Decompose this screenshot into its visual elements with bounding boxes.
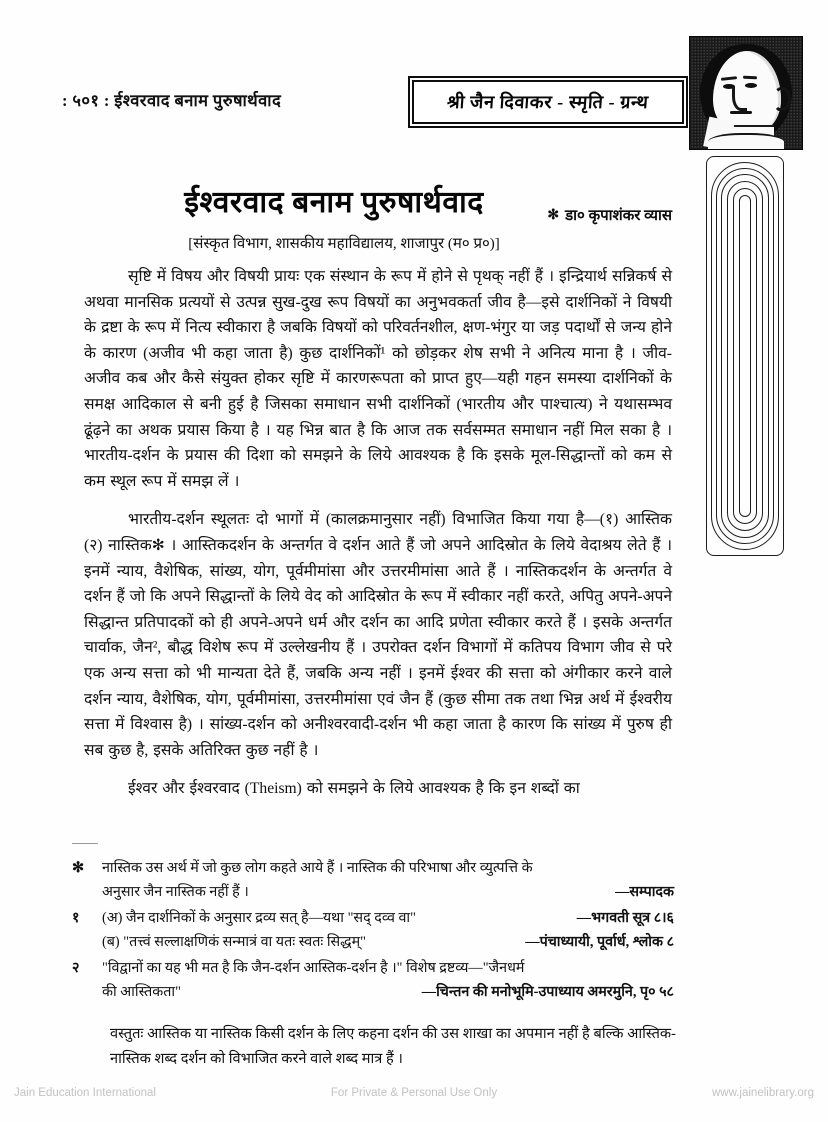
footnote-body [102,856,674,904]
footnote-item [70,956,674,1004]
footnote-marker: १ [72,910,80,926]
footnote-item [70,906,674,954]
footnote-body [102,956,674,1004]
author-name: डा० कृपाशंकर व्यास [565,208,672,224]
footnote-text: नास्तिक उस अर्थ में जो कुछ लोग कहते आये हैं । नास्तिक की परिभाषा और व्युत्पत्ति के [102,860,533,876]
footnote-citation: —चिन्तन की मनोभूमि-उपाध्याय अमरमुनि, पृ० ५८ [421,984,674,1000]
footnote-attribution: —सम्पादक [615,884,674,900]
footnote-citation: —भगवती सूत्र ८।६ [576,910,674,926]
paragraph: ईश्वर और ईश्वरवाद (Theism) को समझने के लिये आवश्यक है कि इन शब्दों का [128,780,580,798]
portrait-shoulder [708,133,784,150]
body-text-column [84,264,672,812]
footnote-text-line [102,906,674,930]
footnote-citation: —पंचाध्यायी, पूर्वार्ध, श्लोक ८ [525,934,674,950]
footnote-body [102,906,674,954]
paragraph: भारतीय-दर्शन स्थूलतः दो भागों में (कालक्रमानुसार नहीं) विभाजित किया गया है—(१) आस्तिक (२) नास्तिक✻ । आस्तिकदर्शन के अन्तर्गत वे दर्शन आते हैं जो अपने आदिस्रोत के लिये वेदाश्रय लेते हैं । इनमें न्याय, वैशेषिक, सांख्य, योग, पूर्वमीमांसा और उत्तरमीमांसा आते हैं । नास्तिकदर्शन के अन्तर्गत वे दर्शन हैं जो कि अपने सिद्धान्तों के लिये वेद को आदिस्रोत के रूप में स्वीकार नहीं करते, अपितु अपने-अपने सिद्धान्त प्रतिपादकों को ही अपने-अपने धर्म और दर्शन का आदि प्रणेता स्वीकार करते हैं । इसके अन्तर्गत चार्वाक, जैन², बौद्ध विशेष रूप में उल्लेखनीय हैं । उपरोक्त दर्शन विभागों में कतिपय विभाग जीव से परे एक अन्य सत्ता को भी मान्यता देते हैं, जबकि अन्य नहीं । इनमें ईश्वर की सत्ता को अंगीकार करने वाले दर्शन न्याय, वैशेषिक, योग, पूर्वमीमांसा, उत्तरमीमांसा एवं जैन हैं (कुछ सीमा तक तथा भिन्न अर्थ में ईश्वरीय सत्ता में विश्वास है) । सांख्य-दर्शन को अनीश्वरवादी-दर्शन भी कहा जाता है कारण कि सांख्य में पुरुष ही सब कुछ है, इसके अतिरिक्त कुछ नहीं है । [84,511,672,759]
footnote-text: (अ) जैन दार्शनिकों के अनुसार द्रव्य सत् है—यथा "सद् दव्व वा" [102,910,416,926]
footnote-item [70,856,674,904]
page-footer [0,1082,828,1104]
running-head: : ५०१ : ईश्वरवाद बनाम पुरुषार्थवाद [62,91,282,110]
paragraph: सृष्टि में विषय और विषयी प्रायः एक संस्थान के रूप में होने से पृथक् नहीं हैं । इन्द्रियार्थ सन्निकर्ष से अथवा मानसिक प्रत्ययों से उत्पन्न सुख-दुख रूप विषयों का अनुभवकर्ता जीव है—इसे दार्शनिकों ने विषयी के द्रष्टा के रूप में नित्य स्वीकारा है जबकि विषयों को परिवर्तनशील, क्षण-भंगुर या जड़ पदार्थों से जन्य होने के कारण (अजीव भी कहा जाता है) कुछ दार्शनिकों¹ को छोड़कर शेष सभी ने अनित्य माना है । जीव-अजीव कब और कैसे संयुक्त होकर सृष्टि में कारणरूपता को प्राप्त हुए—यही गहन समस्या दार्शनिकों के समक्ष आदिकाल से बनी हुई है जिसका समाधान सभी दार्शनिकों (भारतीय और पाश्चात्य) ने यथासम्भव ढूंढ़ने का अथक प्रयास किया है । यह भिन्न बात है कि आज तक सर्वसम्मत समाधान नहीं मिल सका है । भारतीय-दर्शन के प्रयास की दिशा को समझने के लिये आवश्यक है कि इसके मूल-सिद्धान्तों को कम से कम स्थूल रूप में समझ लें । [84,268,672,490]
footnote-marker: ✻ [72,860,84,876]
footnote-text-continued: अनुसार जैन नास्तिक नहीं हैं । [102,884,249,900]
series-banner-text: श्री जैन दिवाकर - स्मृति - ग्रन्थ [446,92,650,112]
series-banner [408,76,688,128]
star-icon: ✻ [547,208,560,223]
footnote-text: "विद्वानों का यह भी मत है कि जैन-दर्शन आस्तिक-दर्शन है ।" विशेष द्रष्टव्य—"जैनधर्म [102,960,525,976]
footnote-marker: २ [72,960,80,976]
footnote-text-continued: (ब) "तत्त्वं सल्लाक्षणिकं सन्मात्रं वा यतः स्वतः सिद्धम्" [102,934,366,950]
author-affiliation: [संस्कृत विभाग, शासकीय महाविद्यालय, शाजापुर (म० प्र०)] [188,236,500,252]
portrait-nose [732,87,747,111]
monk-portrait [689,36,803,150]
article-title: ईश्वरवाद बनाम पुरुषार्थवाद [184,186,484,220]
footnote-text-continued: की आस्तिकता" [102,984,181,1000]
author-byline [547,205,672,225]
portrait-ear [774,87,791,111]
portrait-mouth [730,111,752,114]
footnote-text-line [102,980,674,1004]
footnote-separator [72,843,98,844]
footnote-text-line [102,880,674,904]
footer-usage-notice: For Private & Personal Use Only [330,1087,498,1099]
footnotes-block [70,856,674,1006]
footnote-text-line [102,930,674,954]
footer-organization: Jain Education International [14,1087,156,1099]
footer-website[interactable]: www.jainelibrary.org [711,1087,814,1099]
footnote-closing-paragraph: वस्तुतः आस्तिक या नास्तिक किसी दर्शन के लिए कहना दर्शन की उस शाखा का अपमान नहीं है बल्कि आस्तिक-नास्तिक शब्द दर्शन को विभाजित करने वाले शब्द मात्र हैं । [110,1026,676,1067]
